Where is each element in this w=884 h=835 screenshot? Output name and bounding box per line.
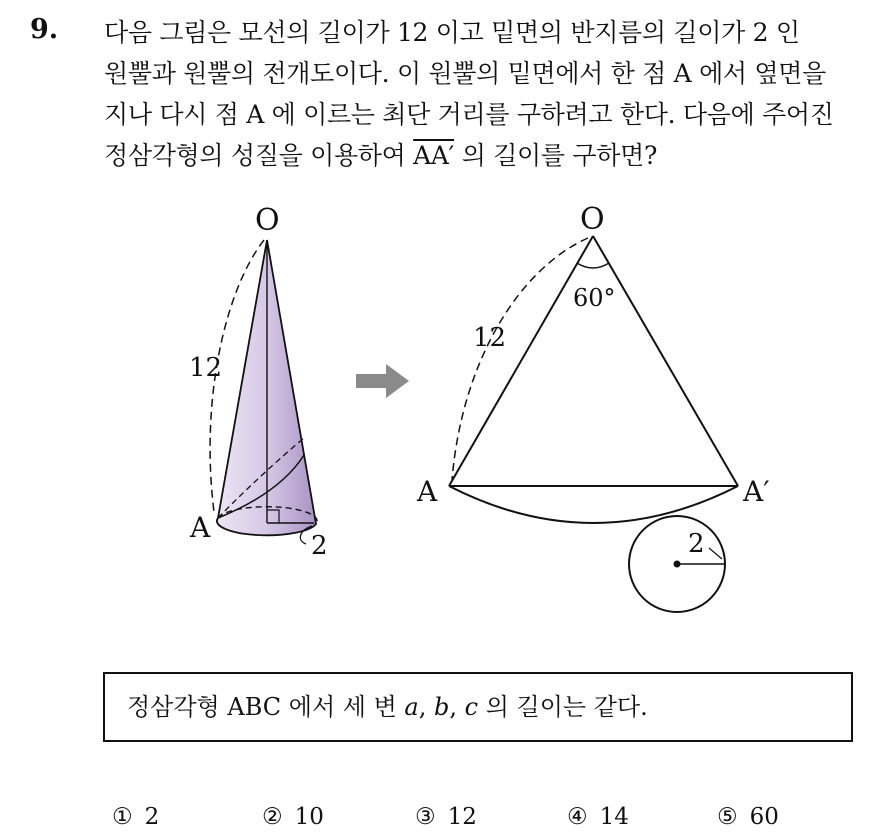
choice-4-mark: ④	[567, 804, 588, 830]
hint-prefix: 정삼각형 ABC 에서 세 변	[127, 693, 405, 721]
question-number: 9.	[30, 14, 59, 45]
question-line-4-suffix: 의 길이를 구하면?	[454, 141, 658, 170]
choice-5[interactable]	[717, 804, 779, 830]
choice-2-mark: ②	[262, 804, 283, 830]
hint-suffix: 의 길이는 같다.	[478, 693, 648, 721]
choice-5-value: 60	[749, 804, 779, 830]
choice-2[interactable]	[262, 804, 324, 830]
hint-sep-2: ,	[449, 693, 465, 721]
choice-3-value: 12	[447, 804, 477, 830]
choice-2-value: 10	[294, 804, 324, 830]
choice-1-mark: ①	[112, 804, 133, 830]
hint-sep-1: ,	[418, 693, 434, 721]
choice-4-value: 14	[599, 804, 629, 830]
choice-1[interactable]	[112, 804, 159, 830]
net-point-a-prime-label: A′	[743, 475, 770, 508]
choice-5-mark: ⑤	[717, 804, 738, 830]
hint-var-a: a	[404, 693, 419, 721]
cone-point-a-label: A	[190, 511, 211, 544]
net-radius-label: 2	[688, 529, 705, 559]
question-line-3: 지나 다시 점 A 에 이르는 최단 거리를 구하려고 한다. 다음에 주어진	[104, 100, 834, 129]
net-side-oa	[449, 236, 593, 486]
net-radius-leader	[709, 548, 722, 559]
question-line-2: 원뿔과 원뿔의 전개도이다. 이 원뿔의 밑면에서 한 점 A 에서 옆면을	[104, 59, 826, 88]
net-sector-arc	[449, 486, 738, 523]
net-side-oa-prime	[593, 236, 738, 486]
net-point-a-label: A	[417, 475, 438, 508]
hint-box	[103, 672, 853, 742]
cone-apex-label: O	[255, 203, 280, 238]
question-line-1: 다음 그림은 모선의 길이가 12 이고 밑면의 반지름의 길이가 2 인	[104, 18, 800, 47]
cone-net-drawing	[416, 202, 770, 612]
cone-radius-label: 2	[311, 531, 328, 561]
choice-1-value: 2	[144, 804, 160, 830]
choice-3[interactable]	[415, 804, 477, 830]
choice-3-mark: ③	[415, 804, 436, 830]
net-apex-label: O	[580, 202, 605, 237]
transform-arrow-icon	[356, 364, 409, 398]
net-angle-arc	[577, 263, 609, 268]
question-line-4-prefix: 정삼각형의 성질을 이용하여	[104, 141, 414, 170]
net-angle-label: 60°	[573, 284, 616, 312]
choice-4[interactable]	[567, 804, 629, 830]
hint-var-c: c	[464, 693, 479, 721]
net-generatrix-label: 12	[473, 323, 507, 353]
segment-aa-prime: AA′	[413, 141, 455, 170]
hint-var-b: b	[433, 693, 450, 721]
cone-drawing	[189, 203, 328, 561]
cone-generatrix-label: 12	[189, 353, 223, 383]
